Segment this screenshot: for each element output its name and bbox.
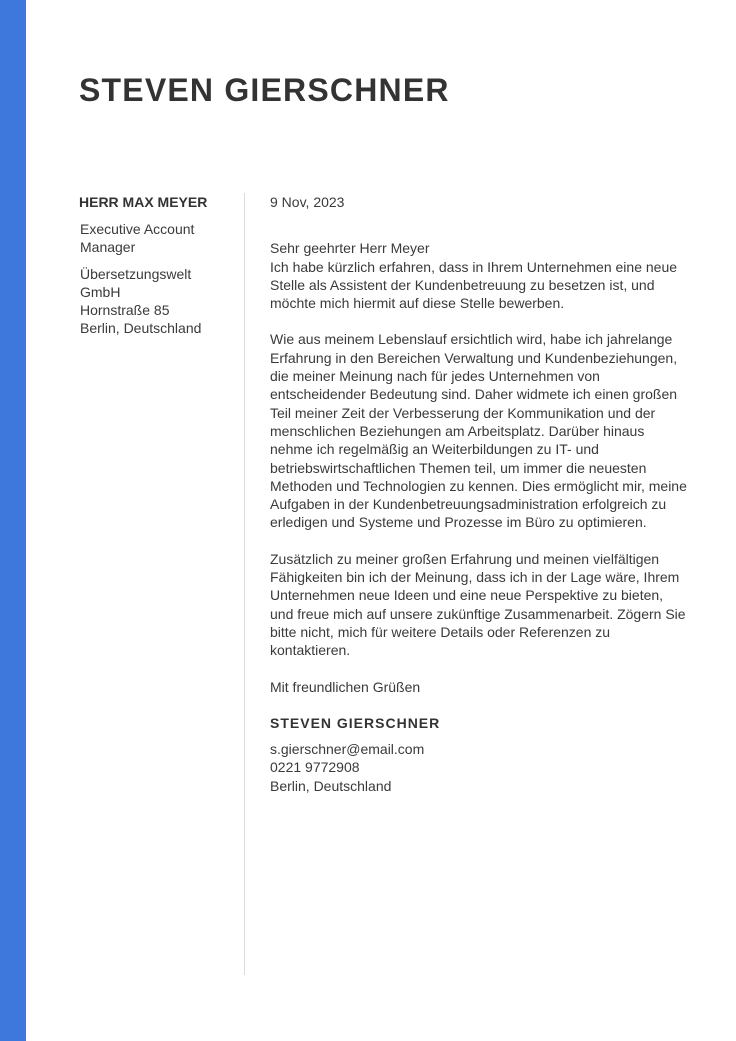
sender-contact (270, 740, 690, 795)
recipient-block (79, 193, 229, 346)
letter-salutation: Sehr geehrter Herr Meyer (270, 240, 430, 257)
page-title: STEVEN GIERSCHNER (79, 72, 450, 108)
recipient-position: Executive Account Manager (80, 221, 195, 255)
sender-city: Berlin, Deutschland (270, 777, 392, 794)
recipient-city: Berlin, Deutschland (80, 320, 202, 336)
letter-paragraph-1: Ich habe kürzlich erfahren, dass in Ihrem Unternehmen eine neue Stelle als Assistent der Kundenbetreuung zu besetzen ist, und möchte mich hiermit auf diese Stelle bewerben. (270, 258, 678, 312)
letter-paragraph-3: Zusätzlich zu meiner großen Erfahrung und meinen vielfältigen Fähigkeiten bin ich der Meinung, dass ich in der Lage wäre, Ihrem Unternehmen neue Ideen und eine neue Perspektive zu bieten, und freue mich auf unsere zukünftige Zusammenarbeit. Zögern Sie bitte nicht, mich für weitere Details oder Referenzen zu kontaktieren. (270, 550, 686, 659)
sender-email: s.gierschner@email.com (270, 741, 425, 758)
letter-date: 9 Nov, 2023 (270, 194, 345, 210)
letter-paragraph-2: Wie aus meinem Lebenslauf ersichtlich wird, habe ich jahrelange Erfahrung in den Bereichen Verwaltung und Kundenbeziehungen, die meiner Meinung nach für jedes Unternehmen von entscheidender Bedeutung sind. Daher widmete ich einen großen Teil meiner Zeit der Verbesserung der Kommunikation und der menschlichen Beziehungen am Arbeitsplatz. Darüber hinaus nehme ich regelmäßig an Weiterbildungen zu IT- und betriebswirtschaftlichen Themen teil, um immer die neuesten Methoden und Technologien zu kennen. Dies ermöglicht mir, meine Aufgaben in der Kundenbetreuungsadministration erfolgreich zu erledigen und Systeme und Prozesse im Büro zu optimieren. (270, 331, 687, 531)
letter-signature: STEVEN GIERSCHNER (270, 714, 441, 731)
column-divider (244, 193, 245, 975)
recipient-name: HERR MAX MEYER (79, 194, 208, 210)
sender-phone: 0221 9772908 (270, 759, 360, 776)
recipient-address (79, 265, 229, 337)
recipient-street: Hornstraße 85 (80, 302, 170, 318)
accent-bar (0, 0, 26, 1041)
letter-closing: Mit freundlichen Grüßen (270, 678, 421, 695)
letter-body (270, 193, 690, 795)
recipient-company: Übersetzungswelt GmbH (80, 266, 192, 300)
